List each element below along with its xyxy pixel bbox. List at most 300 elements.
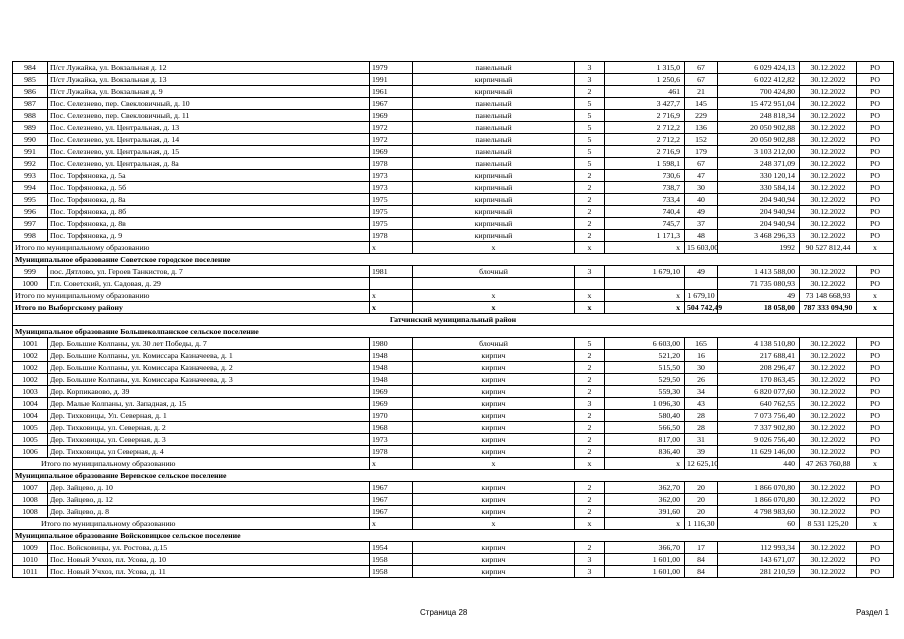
table-cell: 2: [575, 362, 605, 374]
table-cell: 3: [575, 554, 605, 566]
table-cell: 39: [685, 446, 718, 458]
table-row: [13, 350, 894, 362]
table-cell: Пос. Торфяновка, д. 8а: [48, 194, 370, 206]
table-cell: 362,00: [605, 494, 685, 506]
table-row: [13, 206, 894, 218]
table-cell: 204 940,94: [718, 218, 800, 230]
table-cell: 2: [575, 422, 605, 434]
subtotal-cell: x: [605, 458, 685, 470]
subtotal-cell: x: [370, 290, 413, 302]
table-cell: Дер. Большие Колпаны, ул. 30 лет Победы, д. 7: [48, 338, 370, 350]
table-cell: 1 679,10: [605, 266, 685, 278]
table-cell: РО: [857, 506, 894, 518]
table-cell: 1973: [370, 170, 413, 182]
subtotal-cell: 18 058,00: [718, 302, 800, 314]
table-cell: 2: [575, 410, 605, 422]
table-cell: [370, 278, 413, 290]
table-cell: РО: [857, 422, 894, 434]
table-cell: 47: [685, 170, 718, 182]
table-cell: РО: [857, 230, 894, 242]
table-cell: 5: [575, 110, 605, 122]
subtotal-cell: x: [413, 290, 575, 302]
table-cell: кирпич: [413, 362, 575, 374]
table-cell: 1 866 070,80: [718, 494, 800, 506]
subtotal-cell: 440: [718, 458, 800, 470]
district-total-row: [13, 302, 894, 314]
table-cell: Дер. Зайцево, д. 12: [48, 494, 370, 506]
table-cell: 1006: [13, 446, 48, 458]
table-cell: кирпичный: [413, 206, 575, 218]
table-cell: 170 863,45: [718, 374, 800, 386]
table-cell: 26: [685, 374, 718, 386]
table-cell: 1 413 588,00: [718, 266, 800, 278]
table-cell: 20: [685, 506, 718, 518]
table-cell: Пос. Торфяновка, д. 8в: [48, 218, 370, 230]
table-row: [13, 278, 894, 290]
table-cell: панельный: [413, 62, 575, 74]
table-cell: панельный: [413, 134, 575, 146]
table-cell: 40: [685, 194, 718, 206]
region-heading-row: [13, 314, 894, 326]
table-cell: 37: [685, 218, 718, 230]
table-cell: 217 688,41: [718, 350, 800, 362]
table-cell: 71 735 080,93: [718, 278, 800, 290]
subtotal-cell: x: [413, 458, 575, 470]
table-cell: 48: [685, 230, 718, 242]
table-cell: панельный: [413, 122, 575, 134]
table-cell: 1967: [370, 98, 413, 110]
table-cell: РО: [857, 86, 894, 98]
table-row: [13, 386, 894, 398]
table-cell: 330 120,14: [718, 170, 800, 182]
subtotal-cell: x: [857, 242, 894, 254]
subtotal-cell: 49: [718, 290, 800, 302]
table-cell: Пос. Новый Учхоз, пл. Усова, д. 10: [48, 554, 370, 566]
table-cell: Дер. Тихковицы, ул Северная, д. 4: [48, 446, 370, 458]
table-row: [13, 494, 894, 506]
table-cell: 1 601,00: [605, 554, 685, 566]
table-cell: Пос. Войсковицы, ул. Ростова, д.15: [48, 542, 370, 554]
table-cell: 1980: [370, 338, 413, 350]
table-row: [13, 122, 894, 134]
table-cell: кирпич: [413, 542, 575, 554]
table-cell: 11 629 146,00: [718, 446, 800, 458]
table-cell: 28: [685, 410, 718, 422]
table-cell: кирпичный: [413, 74, 575, 86]
table-cell: 49: [685, 266, 718, 278]
table-cell: 30.12.2022: [800, 122, 857, 134]
table-cell: РО: [857, 122, 894, 134]
table-cell: 640 762,55: [718, 398, 800, 410]
table-cell: 330 584,14: [718, 182, 800, 194]
subtotal-cell: x: [370, 518, 413, 530]
subtotal-cell: 12 625,10: [685, 458, 718, 470]
subtotal-cell: x: [857, 290, 894, 302]
table-cell: 2: [575, 194, 605, 206]
table-cell: 1948: [370, 374, 413, 386]
table-cell: РО: [857, 98, 894, 110]
table-cell: 179: [685, 146, 718, 158]
table-cell: РО: [857, 62, 894, 74]
table-cell: 4 138 510,80: [718, 338, 800, 350]
table-cell: 30.12.2022: [800, 86, 857, 98]
table-row: [13, 446, 894, 458]
table-cell: 1978: [370, 230, 413, 242]
table-cell: 995: [13, 194, 48, 206]
table-cell: РО: [857, 134, 894, 146]
table-cell: 1972: [370, 122, 413, 134]
table-cell: 3: [575, 566, 605, 578]
subtotal-cell: x: [413, 302, 575, 314]
table-cell: 20 050 902,88: [718, 134, 800, 146]
table-cell: Дер. Зайцево, д. 8: [48, 506, 370, 518]
table-cell: 999: [13, 266, 48, 278]
subtotal-cell: 47 263 760,88: [800, 458, 857, 470]
table-cell: РО: [857, 350, 894, 362]
municipality-heading: Муниципальное образование Советское городское поселение: [13, 254, 894, 266]
table-row: [13, 410, 894, 422]
table-cell: 985: [13, 74, 48, 86]
table-cell: 30.12.2022: [800, 446, 857, 458]
table-cell: 1 866 070,80: [718, 482, 800, 494]
table-cell: 461: [605, 86, 685, 98]
table-cell: Пос. Торфяновка, д. 5а: [48, 170, 370, 182]
table-cell: Пос. Селезнево, ул. Центральная, д. 15: [48, 146, 370, 158]
table-cell: Дер. Тихковицы, ул. Северная, д. 3: [48, 434, 370, 446]
table-cell: 2 716,9: [605, 146, 685, 158]
table-cell: 1970: [370, 410, 413, 422]
table-cell: 30.12.2022: [800, 182, 857, 194]
table-cell: Дер. Большие Колпаны, ул. Комиссара Казначеева, д. 1: [48, 350, 370, 362]
table-cell: 1961: [370, 86, 413, 98]
table-cell: кирпичный: [413, 170, 575, 182]
table-cell: 30.12.2022: [800, 566, 857, 578]
municipality-heading: Муниципальное образование Веревское сельское поселение: [13, 470, 894, 482]
table-cell: 992: [13, 158, 48, 170]
table-cell: 30.12.2022: [800, 482, 857, 494]
subtotal-label: Итого по муниципальному образованию: [13, 242, 370, 254]
table-cell: 3 103 212,00: [718, 146, 800, 158]
table-row: [13, 218, 894, 230]
table-cell: блочный: [413, 266, 575, 278]
table-cell: 1005: [13, 434, 48, 446]
table-cell: Пос. Селезнево, пер. Свекловичный, д. 10: [48, 98, 370, 110]
table-cell: 521,20: [605, 350, 685, 362]
table-cell: 31: [685, 434, 718, 446]
subtotal-cell: 90 527 812,44: [800, 242, 857, 254]
table-cell: РО: [857, 158, 894, 170]
table-cell: 1954: [370, 542, 413, 554]
subtotal-cell: x: [370, 458, 413, 470]
table-cell: 30.12.2022: [800, 170, 857, 182]
subtotal-cell: x: [857, 518, 894, 530]
table-cell: 2: [575, 374, 605, 386]
table-row: [13, 398, 894, 410]
table-cell: 30.12.2022: [800, 194, 857, 206]
table-cell: 1975: [370, 194, 413, 206]
municipality-heading-row: [13, 254, 894, 266]
table-cell: 984: [13, 62, 48, 74]
table-cell: пос. Дятлово, ул. Героев Танкистов, д. 7: [48, 266, 370, 278]
table-row: [13, 506, 894, 518]
table-cell: 1969: [370, 146, 413, 158]
table-cell: 30.12.2022: [800, 362, 857, 374]
table-cell: 30.12.2022: [800, 422, 857, 434]
table-cell: [685, 278, 718, 290]
table-cell: 1000: [13, 278, 48, 290]
table-cell: 366,70: [605, 542, 685, 554]
table-cell: кирпич: [413, 506, 575, 518]
table-cell: 30.12.2022: [800, 434, 857, 446]
table-cell: 391,60: [605, 506, 685, 518]
table-row: [13, 110, 894, 122]
table-cell: панельный: [413, 146, 575, 158]
table-cell: 1968: [370, 422, 413, 434]
table-cell: РО: [857, 482, 894, 494]
table-cell: РО: [857, 398, 894, 410]
municipality-heading-row: [13, 530, 894, 542]
subtotal-cell: 1 679,10: [685, 290, 718, 302]
table-cell: 1969: [370, 110, 413, 122]
table-cell: 580,40: [605, 410, 685, 422]
table-cell: 3 427,7: [605, 98, 685, 110]
table-row: [13, 422, 894, 434]
table-cell: 43: [685, 398, 718, 410]
subtotal-cell: x: [370, 302, 413, 314]
subtotal-cell: x: [575, 518, 605, 530]
table-cell: 112 993,34: [718, 542, 800, 554]
table-cell: 994: [13, 182, 48, 194]
table-cell: 67: [685, 62, 718, 74]
subtotal-cell: x: [413, 242, 575, 254]
table-cell: 1 598,1: [605, 158, 685, 170]
table-cell: 1967: [370, 494, 413, 506]
table-cell: кирпич: [413, 386, 575, 398]
table-cell: 2: [575, 506, 605, 518]
subtotal-row: [13, 458, 894, 470]
table-cell: 30.12.2022: [800, 398, 857, 410]
subtotal-row: [13, 518, 894, 530]
table-cell: 30.12.2022: [800, 506, 857, 518]
table-cell: 1967: [370, 482, 413, 494]
table-cell: 30.12.2022: [800, 218, 857, 230]
table-cell: РО: [857, 338, 894, 350]
subtotal-cell: x: [575, 302, 605, 314]
table-cell: РО: [857, 206, 894, 218]
table-cell: 700 424,80: [718, 86, 800, 98]
table-cell: 30.12.2022: [800, 134, 857, 146]
table-cell: Пос. Селезнево, пер. Свекловичный, д. 11: [48, 110, 370, 122]
table-cell: Пос. Селезнево, ул. Центральная, д. 13: [48, 122, 370, 134]
table-cell: кирпич: [413, 566, 575, 578]
table-cell: 2: [575, 446, 605, 458]
table-cell: 986: [13, 86, 48, 98]
table-cell: 1001: [13, 338, 48, 350]
table-row: [13, 62, 894, 74]
table-cell: кирпич: [413, 482, 575, 494]
table-cell: 1004: [13, 410, 48, 422]
table-cell: 1 601,00: [605, 566, 685, 578]
table-cell: РО: [857, 386, 894, 398]
table-cell: 1979: [370, 62, 413, 74]
table-row: [13, 434, 894, 446]
table-cell: 1972: [370, 134, 413, 146]
table-cell: 30.12.2022: [800, 350, 857, 362]
housing-register-table: [12, 61, 894, 578]
table-cell: 5: [575, 146, 605, 158]
table-cell: П/ст Лужайка, ул. Вокзальная д. 12: [48, 62, 370, 74]
table-cell: 84: [685, 566, 718, 578]
table-cell: 30.12.2022: [800, 494, 857, 506]
table-cell: 998: [13, 230, 48, 242]
page-number: Страница 28: [420, 608, 468, 617]
table-cell: РО: [857, 566, 894, 578]
table-cell: 1003: [13, 386, 48, 398]
table-cell: 67: [685, 74, 718, 86]
table-cell: 145: [685, 98, 718, 110]
table-cell: 2: [575, 494, 605, 506]
subtotal-row: [13, 290, 894, 302]
table-cell: кирпичный: [413, 86, 575, 98]
subtotal-cell: 1 116,30: [685, 518, 718, 530]
table-cell: 987: [13, 98, 48, 110]
table-cell: 6 603,00: [605, 338, 685, 350]
table-cell: 5: [575, 122, 605, 134]
subtotal-cell: x: [575, 242, 605, 254]
table-cell: [575, 278, 605, 290]
subtotal-label: Итого по Выборгскому району: [13, 302, 370, 314]
table-cell: 1969: [370, 398, 413, 410]
table-cell: [413, 278, 575, 290]
table-cell: 559,30: [605, 386, 685, 398]
table-cell: 988: [13, 110, 48, 122]
subtotal-cell: x: [605, 242, 685, 254]
table-cell: 152: [685, 134, 718, 146]
table-row: [13, 554, 894, 566]
table-cell: 991: [13, 146, 48, 158]
table-cell: 1958: [370, 566, 413, 578]
subtotal-cell: x: [575, 458, 605, 470]
table-cell: 3: [575, 62, 605, 74]
table-cell: 1 315,0: [605, 62, 685, 74]
table-cell: кирпич: [413, 494, 575, 506]
table-cell: Дер. Тихковицы, ул. Северная, д. 2: [48, 422, 370, 434]
table-cell: 745,7: [605, 218, 685, 230]
table-cell: 997: [13, 218, 48, 230]
table-cell: 30.12.2022: [800, 386, 857, 398]
table-cell: 30.12.2022: [800, 62, 857, 74]
subtotal-cell: x: [413, 518, 575, 530]
table-cell: 28: [685, 422, 718, 434]
table-cell: 996: [13, 206, 48, 218]
table-cell: кирпичный: [413, 182, 575, 194]
table-cell: 2 712,2: [605, 122, 685, 134]
table-row: [13, 338, 894, 350]
table-cell: 3: [575, 398, 605, 410]
table-cell: 836,40: [605, 446, 685, 458]
table-cell: 529,50: [605, 374, 685, 386]
table-cell: 30.12.2022: [800, 146, 857, 158]
table-cell: 30.12.2022: [800, 374, 857, 386]
table-cell: 2: [575, 230, 605, 242]
table-cell: 30: [685, 182, 718, 194]
table-cell: 1948: [370, 350, 413, 362]
table-cell: 1975: [370, 218, 413, 230]
table-cell: кирпич: [413, 398, 575, 410]
table-cell: блочный: [413, 338, 575, 350]
table-cell: 1967: [370, 506, 413, 518]
table-cell: 248 818,34: [718, 110, 800, 122]
table-cell: 738,7: [605, 182, 685, 194]
table-cell: РО: [857, 410, 894, 422]
subtotal-cell: x: [575, 290, 605, 302]
table-cell: 204 940,94: [718, 206, 800, 218]
subtotal-cell: x: [857, 458, 894, 470]
table-cell: Дер. Малые Колпаны, ул. Западная, д. 15: [48, 398, 370, 410]
table-cell: 2: [575, 170, 605, 182]
table-cell: РО: [857, 362, 894, 374]
table-cell: 165: [685, 338, 718, 350]
table-cell: 1008: [13, 494, 48, 506]
subtotal-cell: 73 148 668,93: [800, 290, 857, 302]
table-cell: 6 820 077,60: [718, 386, 800, 398]
table-cell: 30.12.2022: [800, 266, 857, 278]
table-cell: кирпич: [413, 350, 575, 362]
table-cell: 2: [575, 218, 605, 230]
table-cell: 2 712,2: [605, 134, 685, 146]
subtotal-row: [13, 242, 894, 254]
table-cell: 2: [575, 182, 605, 194]
table-cell: 1005: [13, 422, 48, 434]
table-cell: РО: [857, 110, 894, 122]
table-cell: 1991: [370, 74, 413, 86]
table-cell: 67: [685, 158, 718, 170]
table-cell: 1007: [13, 482, 48, 494]
table-cell: 30.12.2022: [800, 410, 857, 422]
table-row: [13, 482, 894, 494]
table-row: [13, 86, 894, 98]
table-row: [13, 182, 894, 194]
table-cell: 30.12.2022: [800, 278, 857, 290]
table-cell: 7 337 902,80: [718, 422, 800, 434]
table-cell: 515,50: [605, 362, 685, 374]
table-cell: [605, 278, 685, 290]
table-cell: П/ст Лужайка, ул. Вокзальная д. 13: [48, 74, 370, 86]
table-cell: панельный: [413, 98, 575, 110]
table-cell: 208 296,47: [718, 362, 800, 374]
table-cell: 3 468 296,33: [718, 230, 800, 242]
table-cell: 566,50: [605, 422, 685, 434]
table-cell: РО: [857, 542, 894, 554]
table-cell: кирпич: [413, 446, 575, 458]
table-cell: 1009: [13, 542, 48, 554]
table-cell: РО: [857, 146, 894, 158]
table-cell: 2: [575, 434, 605, 446]
table-cell: Пос. Селезнево, ул. Центральная, д. 8а: [48, 158, 370, 170]
table-cell: Дер. Зайцево, д. 10: [48, 482, 370, 494]
table-cell: 6 022 412,82: [718, 74, 800, 86]
table-cell: РО: [857, 266, 894, 278]
table-cell: 1958: [370, 554, 413, 566]
table-cell: кирпич: [413, 434, 575, 446]
table-cell: Пос. Торфяновка, д. 8б: [48, 206, 370, 218]
table-cell: 16: [685, 350, 718, 362]
table-cell: 1973: [370, 434, 413, 446]
subtotal-cell: 15 603,00: [685, 242, 718, 254]
subtotal-label: Итого по муниципальному образованию: [13, 518, 370, 530]
table-row: [13, 230, 894, 242]
table-cell: РО: [857, 434, 894, 446]
